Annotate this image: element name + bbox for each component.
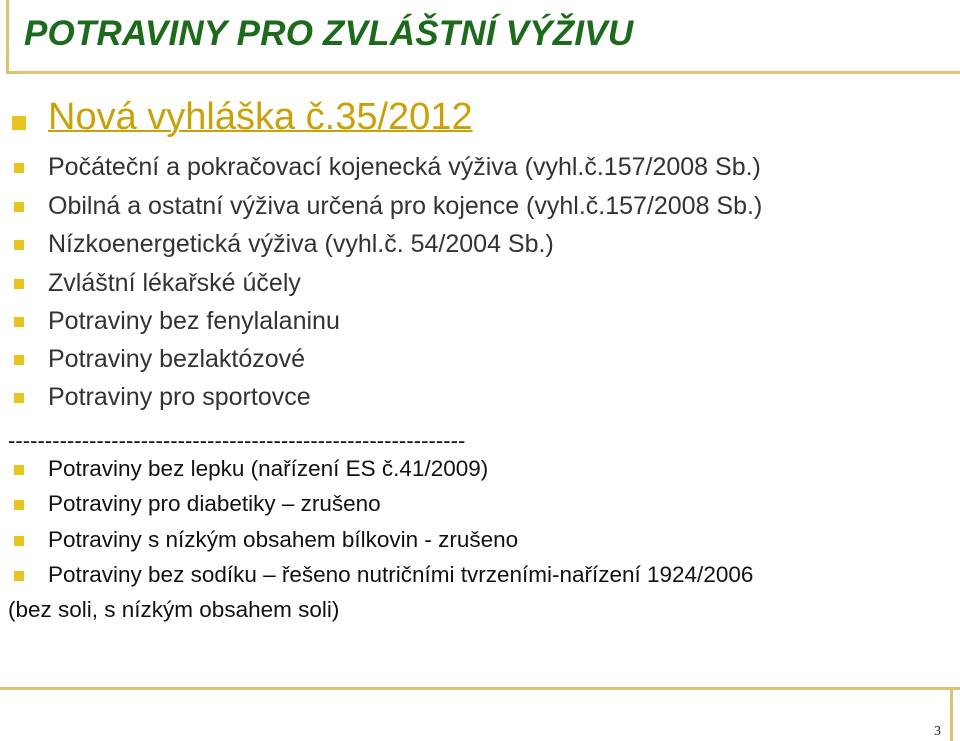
list-item-text: Potraviny bez sodíku – řešeno nutričními tvrzeními-nařízení 1924/2006 bbox=[48, 562, 754, 587]
list-item-text: Nízkoenergetická výživa (vyhl.č. 54/2004 Sb.) bbox=[48, 230, 554, 258]
list-item-text: Potraviny pro diabetiky – zrušeno bbox=[48, 491, 381, 516]
square-bullet-icon bbox=[14, 393, 24, 403]
square-bullet-icon bbox=[14, 202, 24, 212]
square-bullet-icon bbox=[14, 500, 24, 510]
list-item-text: Potraviny bezlaktózové bbox=[48, 345, 306, 373]
list-item-text: Potraviny pro sportovce bbox=[48, 383, 311, 411]
footer-rule bbox=[0, 687, 960, 690]
list-item-text: Zvláštní lékařské účely bbox=[48, 269, 301, 297]
footer-side-rule bbox=[950, 687, 953, 741]
decree-heading: Nová vyhláška č.35/2012 bbox=[48, 96, 473, 138]
list-item-text: Počáteční a pokračovací kojenecká výživa (vyhl.č.157/2008 Sb.) bbox=[48, 153, 761, 181]
list-item-text: Potraviny bez lepku (nařízení ES č.41/2009) bbox=[48, 456, 489, 481]
square-bullet-icon bbox=[14, 279, 24, 289]
square-bullet-icon bbox=[14, 355, 24, 365]
square-bullet-icon bbox=[12, 116, 26, 130]
square-bullet-icon bbox=[14, 465, 24, 475]
square-bullet-icon bbox=[14, 536, 24, 546]
list-item-text: Potraviny bez fenylalaninu bbox=[48, 307, 340, 335]
dashed-separator: -------------------------------------------------------------- bbox=[8, 428, 466, 453]
list-item-continuation: (bez soli, s nízkým obsahem soli) bbox=[8, 597, 340, 622]
square-bullet-icon bbox=[14, 317, 24, 327]
square-bullet-icon bbox=[14, 240, 24, 250]
page-number: 3 bbox=[934, 724, 941, 739]
list-item-text: Potraviny s nízkým obsahem bílkovin - zrušeno bbox=[48, 527, 519, 552]
slide-title: POTRAVINY PRO ZVLÁŠTNÍ VÝŽIVU bbox=[24, 14, 634, 53]
list-item-text: Obilná a ostatní výživa určená pro kojence (vyhl.č.157/2008 Sb.) bbox=[48, 192, 763, 220]
square-bullet-icon bbox=[14, 571, 24, 581]
square-bullet-icon bbox=[14, 163, 24, 173]
